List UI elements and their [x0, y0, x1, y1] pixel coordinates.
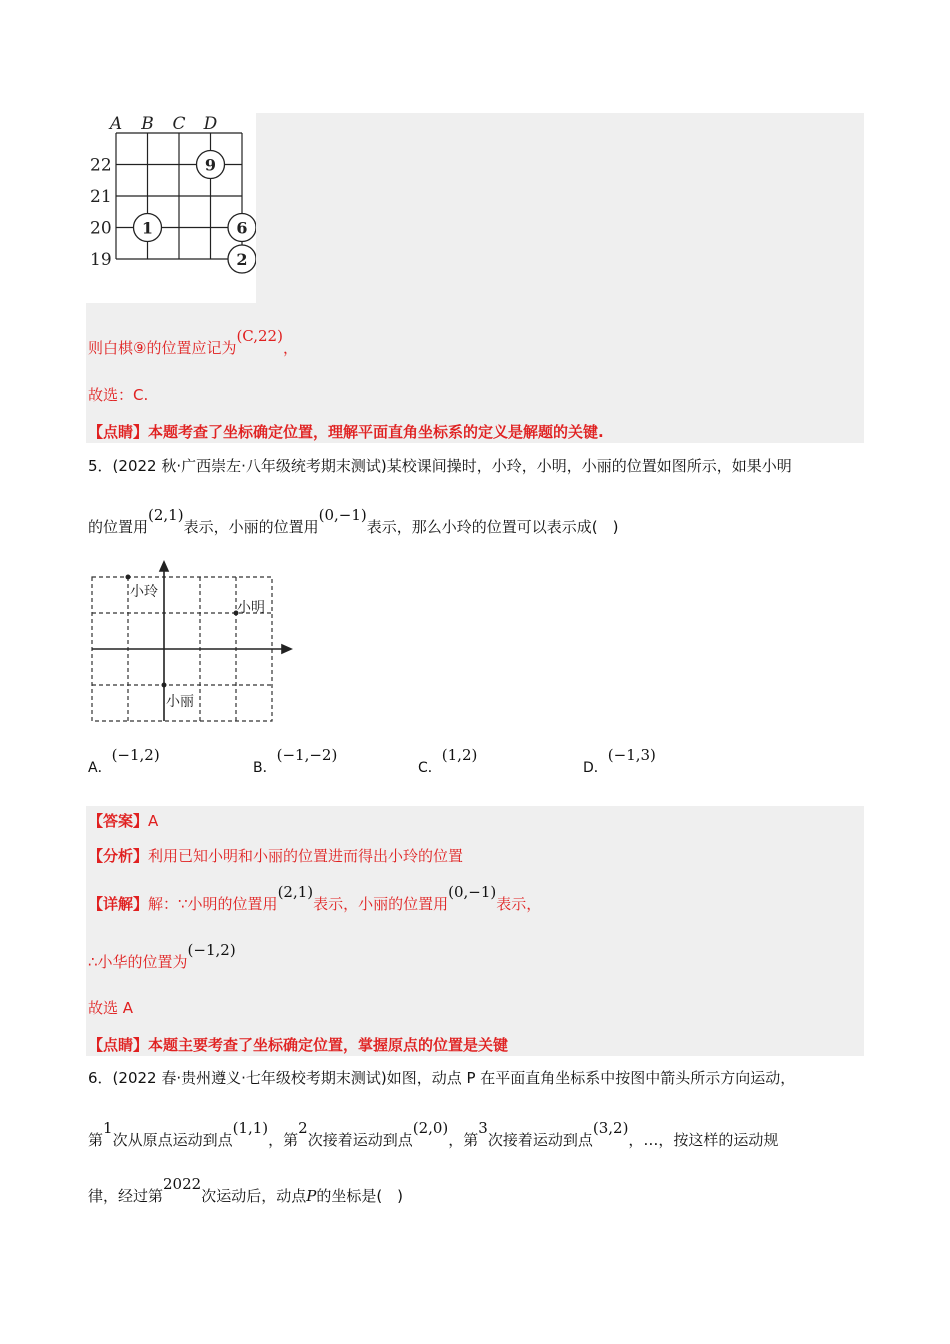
q4-dianjing-line	[88, 422, 604, 442]
xiaoming-label: 小明	[237, 600, 265, 616]
q6-l2-coord2: (2,0)	[412, 1119, 449, 1137]
q6-l2-coord3: (3,2)	[592, 1119, 629, 1137]
q5-dianjing-tag: 【点睛】	[88, 1036, 149, 1054]
option-d[interactable]	[583, 746, 656, 778]
q6-l3-p: P	[306, 1187, 317, 1205]
q5-detail-line	[88, 883, 542, 914]
board-stone-label: 9	[204, 155, 217, 175]
board-stone-label: 1	[141, 218, 154, 238]
q5-detail-coord2: (0,−1)	[448, 883, 497, 901]
q4-comma: ，	[282, 339, 298, 357]
board-row-label: 22	[90, 155, 112, 176]
q6-l2-n2: 2	[298, 1119, 308, 1137]
q6-l2-e: ，第	[448, 1131, 479, 1149]
option-b[interactable]	[253, 746, 338, 778]
q5-stem-part-b: 表示，小丽的位置用	[183, 518, 319, 536]
board-row-label: 19	[90, 250, 112, 270]
option-c-letter: C．	[418, 760, 442, 776]
option-d-letter: D．	[583, 760, 608, 776]
option-a-letter: A．	[88, 760, 112, 776]
q5-answer-tag: 【答案】	[88, 812, 149, 830]
q5-therefore-text: ∴小华的位置为	[88, 953, 188, 971]
option-c-value: (1,2)	[441, 746, 478, 764]
q6-l3-c: 的坐标是( )	[316, 1187, 404, 1205]
q5-detail-tag: 【详解】	[88, 895, 149, 913]
q5-answer-text: A	[148, 812, 159, 830]
q5-analysis-tag: 【分析】	[88, 847, 149, 865]
q5-detail-coord1: (2,1)	[277, 883, 314, 901]
q6-l2-n1: 1	[103, 1119, 113, 1137]
q4-dianjing-tag: 【点睛】	[88, 423, 149, 441]
board-col-label: B	[141, 114, 154, 134]
q5-stem-part-c: 表示，那么小玲的位置可以表示成( )	[366, 518, 619, 536]
xiaoling-label: 小玲	[130, 584, 158, 600]
q5-detail-part-a: 解：∵小明的位置用	[148, 895, 278, 913]
option-b-letter: B．	[253, 760, 277, 776]
board-col-label: C	[172, 114, 186, 134]
q5-solution-panel	[86, 806, 864, 1056]
q5-xiaoming-coord: (2,1)	[148, 506, 184, 524]
q5-detail-part-b: 表示，小丽的位置用	[313, 895, 449, 913]
q5-detail-part-c: 表示，	[496, 895, 542, 913]
xiaoli-label: 小丽	[166, 694, 194, 710]
board-stone-label: 2	[236, 250, 248, 269]
q6-stem-line2	[88, 1119, 779, 1150]
q5-xiaoli-coord: (0,−1)	[318, 506, 367, 524]
option-a[interactable]	[88, 746, 160, 778]
q5-dianjing-text: 本题主要考查了坐标确定位置，掌握原点的位置是关键	[148, 1036, 509, 1054]
xiaoli-point	[162, 683, 167, 688]
q5-therefore-coord: (−1,2)	[187, 941, 236, 959]
q5-choose-line: 故选 A	[88, 999, 134, 1017]
q5-stem-line2	[88, 506, 619, 537]
option-b-value: (−1,−2)	[276, 746, 338, 764]
option-a-value: (−1,2)	[111, 746, 160, 764]
go-board-figure	[86, 113, 256, 303]
q6-stem-line1: 6．(2022 春·贵州遵义·七年级校考期末测试)如图，动点 P 在平面直角坐标系中按图中箭头所示方向运动，	[88, 1069, 796, 1087]
board-col-label: D	[203, 114, 218, 134]
q6-l2-c: ，第	[268, 1131, 299, 1149]
q6-l2-f: 次接着运动到点	[487, 1131, 593, 1149]
q5-position-figure	[86, 560, 296, 726]
xiaoling-point	[126, 575, 131, 580]
q6-stem-line3	[88, 1175, 404, 1206]
q4-conclusion-line	[88, 327, 298, 358]
option-c[interactable]	[418, 746, 478, 778]
board-stone-label: 6	[236, 218, 248, 238]
q6-l3-n: 2022	[163, 1175, 202, 1193]
q6-l2-b: 次从原点运动到点	[112, 1131, 233, 1149]
board-row-label: 21	[90, 187, 112, 207]
q5-stem-part-a: 的位置用	[88, 518, 149, 536]
q4-dianjing-text: 本题考查了坐标确定位置，理解平面直角坐标系的定义是解题的关键.	[148, 423, 604, 441]
q5-stem-line1: 5．(2022 秋·广西崇左·八年级统考期末测试)某校课间操时，小玲，小明，小丽的位置如图所示，如果小明	[88, 457, 792, 475]
q4-conclusion-text: 则白棋⑨的位置应记为	[88, 339, 237, 357]
q5-dianjing-line	[88, 1035, 508, 1055]
q6-l2-n3: 3	[478, 1119, 488, 1137]
q5-analysis-line	[88, 846, 463, 866]
board-col-label: A	[109, 114, 123, 134]
q5-analysis-text: 利用已知小明和小丽的位置进而得出小玲的位置	[148, 847, 464, 865]
q6-l2-d: 次接着运动到点	[307, 1131, 413, 1149]
q5-answer-line	[88, 811, 158, 831]
q6-l3-b: 次运动后，动点	[201, 1187, 307, 1205]
q6-l2-a: 第	[88, 1131, 104, 1149]
q6-l2-coord1: (1,1)	[232, 1119, 269, 1137]
q6-l3-a: 律，经过第	[88, 1187, 164, 1205]
board-row-label: 20	[90, 218, 112, 239]
q6-l2-g: ，…，按这样的运动规	[628, 1131, 779, 1149]
option-d-value: (−1,3)	[607, 746, 656, 764]
q5-therefore-line	[88, 941, 236, 972]
q4-choose-line: 故选：C.	[88, 386, 149, 404]
q4-coord: (C,22)	[236, 327, 283, 345]
